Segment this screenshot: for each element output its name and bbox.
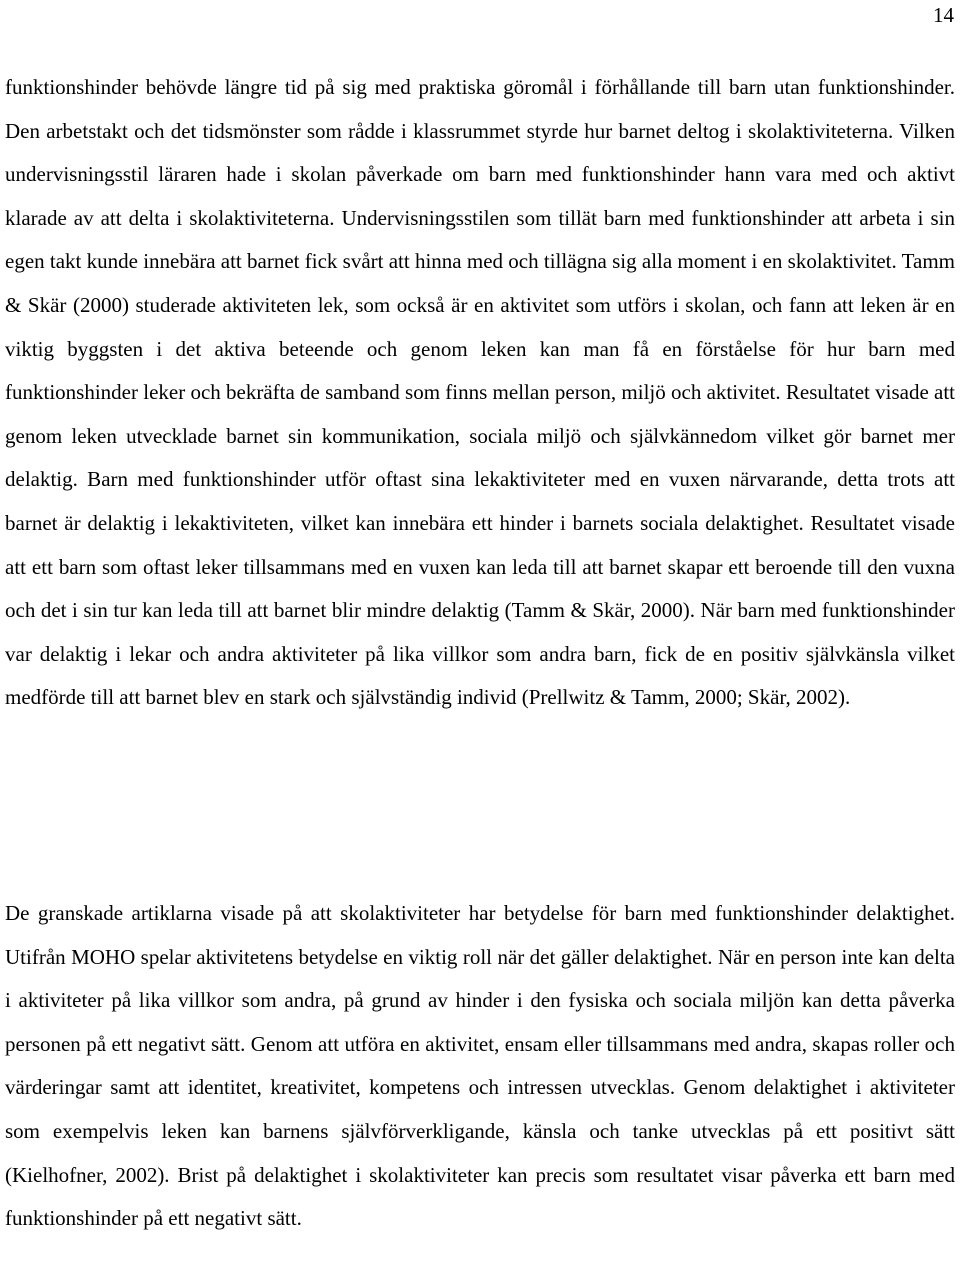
paragraph-2: De granskade artiklarna visade på att skolaktiviteter har betydelse för barn med funktionshinder delaktighet. Utifrån MOHO spelar aktivitetens betydelse en viktig roll när det gäller delaktighet. När en person inte kan delta i aktiviteter på lika villkor som andra, på grund av hinder i den fysiska och sociala miljön kan detta påverka personen på ett negativt sätt. Genom att utföra en aktivitet, ensam eller tillsammans med andra, skapas roller och värderingar samt att identitet, kreativitet, kompetens och intressen utvecklas. Genom delaktighet i aktiviteter som exempelvis leken kan barnens självförverkligande, känsla och tanke utvecklas på ett positivt sätt (Kielhofner, 2002). Brist på delaktighet i skolaktiviteter kan precis som resultatet visar påverka ett barn med funktionshinder på ett negativt sätt. [5, 901, 955, 1231]
paragraph-1: funktionshinder behövde längre tid på sig med praktiska göromål i förhållande till barn utan funktionshinder. Den arbetstakt och det tidsmönster som rådde i klassrummet styrde hur barnet deltog i skolaktiviteterna. Vilken undervisningsstil läraren hade i skolan påverkade om barn med funktionshinder hann vara med och aktivt klarade av att delta i skolaktiviteterna. Undervisningsstilen som tillät barn med funktionshinder att arbeta i sin egen takt kunde innebära att barnet fick svårt att hinna med och tillägna sig alla moment i en skolaktivitet. Tamm & Skär (2000) studerade aktiviteten lek, som också är en aktivitet som utförs i skolan, och fann att leken är en viktig byggsten i det aktiva beteende och genom leken kan man få en förståelse för hur barn med funktionshinder leker och bekräfta de samband som finns mellan person, miljö och aktivitet. Resultatet visade att genom leken utvecklade barnet sin kommunikation, sociala miljö och självkännedom vilket gör barnet mer delaktig. Barn med funktionshinder utför oftast sina lekaktiviteter med en vuxen närvarande, detta trots att barnet är delaktig i lekaktiviteten, vilket kan innebära ett hinder i barnets sociala delaktighet. Resultatet visade att ett barn som oftast leker tillsammans med en vuxen kan leda till att barnet skapar ett beroende till den vuxna och det i sin tur kan leda till att barnet blir mindre delaktig (Tamm & Skär, 2000). När barn med funktionshinder var delaktig i lekar och andra aktiviteter på lika villkor som andra barn, fick de en positiv självkänsla vilket medförde till att barnet blev en stark och självständig individ (Prellwitz & Tamm, 2000; Skär, 2002). [5, 75, 956, 710]
page-number: 14 [933, 3, 954, 27]
